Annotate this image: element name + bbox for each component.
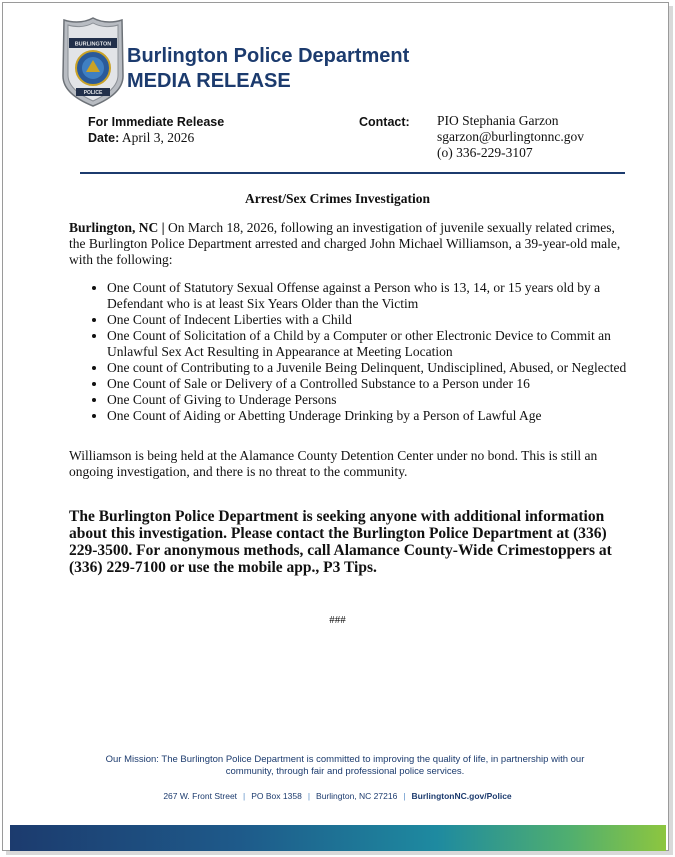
detention-paragraph: Williamson is being held at the Alamance County Detention Center under no bond. This is still an ongoing investigation, and there is no threat to the community. <box>69 448 598 479</box>
footer-separator: | <box>403 791 406 801</box>
charge-item: • One Count of Statutory Sexual Offense against a Person who is 13, 14, or 15 years old by a Defendant who is at least Six Years Older than the Victim <box>107 280 652 312</box>
footer-address <box>0 791 675 801</box>
po-box: PO Box 1358 <box>251 791 302 801</box>
footer-separator: | <box>307 791 311 801</box>
release-heading: Arrest/Sex Crimes Investigation <box>245 191 430 206</box>
intro-paragraph <box>69 220 629 268</box>
mission-statement: Our Mission: The Burlington Police Department is committed to improving the quality of life, in partnership with our community, through fair and professional police services. <box>105 754 585 777</box>
charge-item: • One Count of Giving to Underage Persons <box>107 392 652 408</box>
contact-email[interactable]: sgarzon@burlingtonnc.gov <box>437 129 585 144</box>
release-label: For Immediate Release <box>88 115 225 129</box>
end-mark: ### <box>329 614 346 626</box>
charge-item: • One Count of Solicitation of a Child by a Computer or other Electronic Device to Commit an Unlawful Sex Act Resulting in Appearance at Meeting Location <box>107 328 652 360</box>
contact-details <box>437 113 584 161</box>
website-link[interactable]: BurlingtonNC.gov/Police <box>411 791 512 801</box>
city-zip: Burlington, NC 27216 <box>316 791 398 801</box>
contact-phone: (o) 336-229-3107 <box>437 145 533 160</box>
police-badge-logo <box>60 16 126 108</box>
release-date-row <box>88 130 194 146</box>
charge-item: • One count of Contributing to a Juvenile Being Delinquent, Undisciplined, Abused, or Neglected <box>107 360 652 376</box>
street-address: 267 W. Front Street <box>163 791 238 801</box>
media-release-subtitle: MEDIA RELEASE <box>127 70 291 92</box>
page-shadow-right <box>669 6 673 853</box>
footer-gradient-bar <box>10 825 666 851</box>
page-shadow-bottom <box>6 851 673 855</box>
contact-name: PIO Stephania Garzon <box>437 113 559 128</box>
footer-separator: | <box>243 791 246 801</box>
intro-text: On March 18, 2026, following an investigation of juvenile sexually related crimes, the Burlington Police Department arrested and charged John Michael Williamson, a 39-year-old male, with the following: <box>69 220 621 267</box>
dateline: Burlington, NC | <box>69 220 165 235</box>
charge-item: • One Count of Aiding or Abetting Underage Drinking by a Person of Lawful Age <box>107 408 652 424</box>
date-label: Date: <box>88 131 120 145</box>
svg-text:BURLINGTON: BURLINGTON <box>74 41 112 48</box>
date-value: April 3, 2026 <box>121 130 195 145</box>
public-appeal: The Burlington Police Department is seeking anyone with additional information about this investigation. Please contact the Burlington Police Department at (336) 229-3500. For anonymous methods, call Alamance County-Wide Crimestoppers at (336) 229-7100 or use the mobile app., P3 Tips. <box>69 508 612 576</box>
svg-text:POLICE: POLICE <box>83 90 103 96</box>
charge-item: • One Count of Indecent Liberties with a Child <box>107 312 652 328</box>
charges-list <box>90 280 652 424</box>
header-divider <box>80 172 625 174</box>
contact-label: Contact: <box>359 115 410 129</box>
department-title: Burlington Police Department <box>127 45 410 67</box>
charge-item: • One Count of Sale or Delivery of a Controlled Substance to a Person under 16 <box>107 376 652 392</box>
